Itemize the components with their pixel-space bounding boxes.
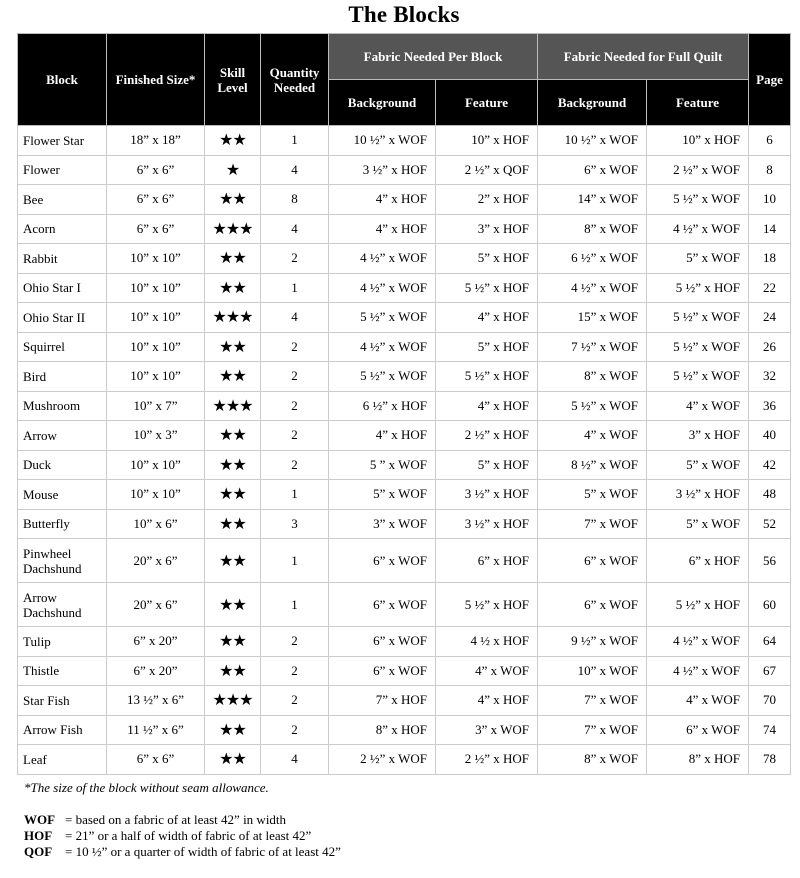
cell-quantity: 2 bbox=[261, 391, 329, 421]
cell-skill-level: ★ bbox=[205, 155, 261, 185]
table-row bbox=[18, 509, 791, 539]
cell-skill-level: ★★ bbox=[205, 745, 261, 775]
cell-page: 6 bbox=[749, 126, 791, 156]
cell-finished-size: 6” x 20” bbox=[107, 656, 205, 686]
cell-quantity: 1 bbox=[261, 273, 329, 303]
cell-block: Pinwheel Dachshund bbox=[18, 539, 107, 583]
cell-per-block-background: 4 ½” x WOF bbox=[329, 244, 436, 274]
cell-full-quilt-background: 9 ½” x WOF bbox=[538, 627, 647, 657]
cell-per-block-feature: 5 ½” x HOF bbox=[436, 273, 538, 303]
header-skill-level: Skill Level bbox=[205, 34, 261, 126]
header-full-quilt-feature: Feature bbox=[647, 80, 749, 126]
table-row bbox=[18, 421, 791, 451]
cell-block: Mouse bbox=[18, 480, 107, 510]
cell-quantity: 2 bbox=[261, 450, 329, 480]
cell-per-block-background: 7” x HOF bbox=[329, 686, 436, 716]
cell-block: Butterfly bbox=[18, 509, 107, 539]
table-row bbox=[18, 450, 791, 480]
cell-full-quilt-feature: 5” x WOF bbox=[647, 509, 749, 539]
header-block: Block bbox=[18, 34, 107, 126]
cell-quantity: 4 bbox=[261, 214, 329, 244]
cell-block: Ohio Star I bbox=[18, 273, 107, 303]
cell-full-quilt-feature: 6” x WOF bbox=[647, 715, 749, 745]
cell-per-block-feature: 6” x HOF bbox=[436, 539, 538, 583]
cell-finished-size: 20” x 6” bbox=[107, 583, 205, 627]
cell-full-quilt-background: 7” x WOF bbox=[538, 715, 647, 745]
cell-per-block-background: 4 ½” x WOF bbox=[329, 332, 436, 362]
cell-per-block-background: 8” x HOF bbox=[329, 715, 436, 745]
table-row bbox=[18, 745, 791, 775]
table-row bbox=[18, 303, 791, 333]
cell-full-quilt-feature: 4” x WOF bbox=[647, 391, 749, 421]
table-row bbox=[18, 273, 791, 303]
cell-quantity: 2 bbox=[261, 421, 329, 451]
legend-row bbox=[24, 812, 341, 828]
cell-skill-level: ★★ bbox=[205, 539, 261, 583]
cell-finished-size: 13 ½” x 6” bbox=[107, 686, 205, 716]
cell-page: 78 bbox=[749, 745, 791, 775]
cell-skill-level: ★★ bbox=[205, 480, 261, 510]
cell-per-block-feature: 3 ½” x HOF bbox=[436, 509, 538, 539]
cell-block: Arrow bbox=[18, 421, 107, 451]
cell-per-block-background: 5 ½” x WOF bbox=[329, 362, 436, 392]
cell-full-quilt-background: 6” x WOF bbox=[538, 539, 647, 583]
cell-page: 32 bbox=[749, 362, 791, 392]
cell-page: 8 bbox=[749, 155, 791, 185]
cell-page: 52 bbox=[749, 509, 791, 539]
cell-full-quilt-background: 8” x WOF bbox=[538, 214, 647, 244]
table-row bbox=[18, 656, 791, 686]
cell-quantity: 1 bbox=[261, 583, 329, 627]
cell-skill-level: ★★ bbox=[205, 244, 261, 274]
table-row bbox=[18, 126, 791, 156]
header-per-block-background: Background bbox=[329, 80, 436, 126]
table-row bbox=[18, 214, 791, 244]
cell-full-quilt-feature: 10” x HOF bbox=[647, 126, 749, 156]
abbreviation-legend bbox=[24, 812, 341, 860]
table-row bbox=[18, 185, 791, 215]
cell-skill-level: ★★ bbox=[205, 627, 261, 657]
legend-text: = 21” or a half of width of fabric of at least 42” bbox=[65, 828, 312, 843]
cell-finished-size: 18” x 18” bbox=[107, 126, 205, 156]
cell-quantity: 2 bbox=[261, 332, 329, 362]
cell-quantity: 2 bbox=[261, 244, 329, 274]
cell-block: Flower bbox=[18, 155, 107, 185]
cell-block: Ohio Star II bbox=[18, 303, 107, 333]
cell-full-quilt-feature: 5” x WOF bbox=[647, 450, 749, 480]
cell-full-quilt-feature: 5 ½” x WOF bbox=[647, 362, 749, 392]
cell-per-block-feature: 3” x WOF bbox=[436, 715, 538, 745]
cell-finished-size: 11 ½” x 6” bbox=[107, 715, 205, 745]
cell-skill-level: ★★ bbox=[205, 362, 261, 392]
legend-abbr: HOF bbox=[24, 828, 53, 843]
cell-block: Flower Star bbox=[18, 126, 107, 156]
footnote: *The size of the block without seam allowance. bbox=[24, 780, 269, 795]
cell-block: Squirrel bbox=[18, 332, 107, 362]
cell-per-block-background: 4” x HOF bbox=[329, 421, 436, 451]
table-row bbox=[18, 391, 791, 421]
cell-full-quilt-feature: 5 ½” x HOF bbox=[647, 273, 749, 303]
cell-per-block-background: 6” x WOF bbox=[329, 539, 436, 583]
cell-finished-size: 10” x 10” bbox=[107, 273, 205, 303]
cell-page: 10 bbox=[749, 185, 791, 215]
legend-text: = based on a fabric of at least 42” in width bbox=[65, 812, 287, 827]
cell-per-block-background: 5 ½” x WOF bbox=[329, 303, 436, 333]
cell-page: 18 bbox=[749, 244, 791, 274]
table-row bbox=[18, 332, 791, 362]
cell-full-quilt-background: 8” x WOF bbox=[538, 362, 647, 392]
cell-block: Leaf bbox=[18, 745, 107, 775]
cell-finished-size: 10” x 10” bbox=[107, 362, 205, 392]
cell-per-block-feature: 5 ½” x HOF bbox=[436, 362, 538, 392]
cell-per-block-background: 10 ½” x WOF bbox=[329, 126, 436, 156]
cell-block: Rabbit bbox=[18, 244, 107, 274]
cell-per-block-background: 6” x WOF bbox=[329, 583, 436, 627]
cell-quantity: 4 bbox=[261, 155, 329, 185]
legend-text: = 10 ½” or a quarter of width of fabric of at least 42” bbox=[65, 844, 341, 859]
cell-finished-size: 10” x 3” bbox=[107, 421, 205, 451]
cell-page: 14 bbox=[749, 214, 791, 244]
cell-page: 56 bbox=[749, 539, 791, 583]
cell-per-block-background: 4 ½” x WOF bbox=[329, 273, 436, 303]
cell-full-quilt-feature: 4 ½” x WOF bbox=[647, 214, 749, 244]
cell-per-block-background: 4” x HOF bbox=[329, 185, 436, 215]
table-row bbox=[18, 539, 791, 583]
table-row bbox=[18, 627, 791, 657]
legend-row bbox=[24, 844, 341, 860]
cell-per-block-feature: 2” x HOF bbox=[436, 185, 538, 215]
cell-full-quilt-feature: 2 ½” x WOF bbox=[647, 155, 749, 185]
cell-finished-size: 10” x 10” bbox=[107, 450, 205, 480]
cell-full-quilt-feature: 4” x WOF bbox=[647, 686, 749, 716]
cell-skill-level: ★★ bbox=[205, 421, 261, 451]
cell-full-quilt-background: 4 ½” x WOF bbox=[538, 273, 647, 303]
cell-skill-level: ★★★ bbox=[205, 303, 261, 333]
cell-page: 36 bbox=[749, 391, 791, 421]
table-body bbox=[18, 126, 791, 775]
cell-per-block-feature: 4” x HOF bbox=[436, 391, 538, 421]
cell-quantity: 4 bbox=[261, 303, 329, 333]
table-row bbox=[18, 686, 791, 716]
cell-block: Acorn bbox=[18, 214, 107, 244]
cell-per-block-feature: 2 ½” x HOF bbox=[436, 745, 538, 775]
cell-full-quilt-feature: 3 ½” x HOF bbox=[647, 480, 749, 510]
cell-full-quilt-feature: 4 ½” x WOF bbox=[647, 627, 749, 657]
cell-per-block-background: 3” x WOF bbox=[329, 509, 436, 539]
cell-full-quilt-background: 6” x WOF bbox=[538, 583, 647, 627]
cell-skill-level: ★★★ bbox=[205, 214, 261, 244]
cell-quantity: 2 bbox=[261, 627, 329, 657]
cell-full-quilt-feature: 5 ½” x WOF bbox=[647, 185, 749, 215]
cell-finished-size: 6” x 20” bbox=[107, 627, 205, 657]
cell-page: 26 bbox=[749, 332, 791, 362]
cell-full-quilt-feature: 5” x WOF bbox=[647, 244, 749, 274]
cell-finished-size: 6” x 6” bbox=[107, 185, 205, 215]
cell-finished-size: 10” x 10” bbox=[107, 332, 205, 362]
header-quantity: Quantity Needed bbox=[261, 34, 329, 126]
cell-per-block-feature: 10” x HOF bbox=[436, 126, 538, 156]
cell-per-block-feature: 4” x HOF bbox=[436, 303, 538, 333]
cell-block: Star Fish bbox=[18, 686, 107, 716]
cell-per-block-feature: 2 ½” x HOF bbox=[436, 421, 538, 451]
cell-skill-level: ★★ bbox=[205, 332, 261, 362]
cell-block: Thistle bbox=[18, 656, 107, 686]
cell-quantity: 3 bbox=[261, 509, 329, 539]
cell-quantity: 1 bbox=[261, 480, 329, 510]
cell-full-quilt-background: 4” x WOF bbox=[538, 421, 647, 451]
cell-full-quilt-background: 8” x WOF bbox=[538, 745, 647, 775]
cell-full-quilt-background: 5” x WOF bbox=[538, 480, 647, 510]
legend-abbr: QOF bbox=[24, 844, 53, 859]
cell-finished-size: 6” x 6” bbox=[107, 155, 205, 185]
cell-skill-level: ★★ bbox=[205, 509, 261, 539]
cell-full-quilt-background: 8 ½” x WOF bbox=[538, 450, 647, 480]
page-title: The Blocks bbox=[348, 2, 460, 27]
cell-per-block-background: 6 ½” x HOF bbox=[329, 391, 436, 421]
cell-per-block-feature: 5 ½” x HOF bbox=[436, 583, 538, 627]
cell-skill-level: ★★★ bbox=[205, 686, 261, 716]
cell-full-quilt-background: 6 ½” x WOF bbox=[538, 244, 647, 274]
cell-per-block-background: 6” x WOF bbox=[329, 627, 436, 657]
legend-abbr: WOF bbox=[24, 812, 56, 827]
cell-block: Mushroom bbox=[18, 391, 107, 421]
cell-per-block-background: 6” x WOF bbox=[329, 656, 436, 686]
cell-page: 40 bbox=[749, 421, 791, 451]
cell-full-quilt-background: 6” x WOF bbox=[538, 155, 647, 185]
header-full-quilt-background: Background bbox=[538, 80, 647, 126]
cell-page: 42 bbox=[749, 450, 791, 480]
cell-finished-size: 10” x 10” bbox=[107, 244, 205, 274]
cell-per-block-background: 5 ” x WOF bbox=[329, 450, 436, 480]
cell-page: 64 bbox=[749, 627, 791, 657]
cell-full-quilt-background: 5 ½” x WOF bbox=[538, 391, 647, 421]
cell-per-block-feature: 5” x HOF bbox=[436, 332, 538, 362]
cell-full-quilt-feature: 6” x HOF bbox=[647, 539, 749, 583]
cell-per-block-feature: 3” x HOF bbox=[436, 214, 538, 244]
table-row bbox=[18, 480, 791, 510]
cell-full-quilt-background: 10” x WOF bbox=[538, 656, 647, 686]
cell-per-block-feature: 2 ½” x QOF bbox=[436, 155, 538, 185]
cell-quantity: 2 bbox=[261, 715, 329, 745]
cell-finished-size: 6” x 6” bbox=[107, 214, 205, 244]
cell-skill-level: ★★ bbox=[205, 583, 261, 627]
cell-full-quilt-feature: 5 ½” x WOF bbox=[647, 303, 749, 333]
cell-per-block-background: 2 ½” x WOF bbox=[329, 745, 436, 775]
cell-skill-level: ★★ bbox=[205, 450, 261, 480]
cell-quantity: 1 bbox=[261, 126, 329, 156]
cell-per-block-feature: 5” x HOF bbox=[436, 450, 538, 480]
cell-page: 24 bbox=[749, 303, 791, 333]
cell-page: 70 bbox=[749, 686, 791, 716]
cell-full-quilt-feature: 5 ½” x HOF bbox=[647, 583, 749, 627]
cell-skill-level: ★★ bbox=[205, 185, 261, 215]
cell-full-quilt-feature: 5 ½” x WOF bbox=[647, 332, 749, 362]
cell-full-quilt-background: 10 ½” x WOF bbox=[538, 126, 647, 156]
cell-full-quilt-background: 15” x WOF bbox=[538, 303, 647, 333]
cell-full-quilt-background: 7” x WOF bbox=[538, 509, 647, 539]
cell-finished-size: 10” x 10” bbox=[107, 480, 205, 510]
cell-block: Tulip bbox=[18, 627, 107, 657]
blocks-table bbox=[17, 33, 791, 775]
cell-per-block-background: 4” x HOF bbox=[329, 214, 436, 244]
cell-skill-level: ★★ bbox=[205, 715, 261, 745]
cell-skill-level: ★★★ bbox=[205, 391, 261, 421]
cell-quantity: 1 bbox=[261, 539, 329, 583]
cell-per-block-background: 3 ½” x HOF bbox=[329, 155, 436, 185]
cell-block: Arrow Fish bbox=[18, 715, 107, 745]
cell-quantity: 4 bbox=[261, 745, 329, 775]
header-per-block: Fabric Needed Per Block bbox=[329, 34, 538, 80]
cell-quantity: 2 bbox=[261, 656, 329, 686]
cell-page: 67 bbox=[749, 656, 791, 686]
cell-finished-size: 10” x 6” bbox=[107, 509, 205, 539]
cell-block: Bee bbox=[18, 185, 107, 215]
cell-page: 48 bbox=[749, 480, 791, 510]
cell-per-block-feature: 4” x WOF bbox=[436, 656, 538, 686]
cell-finished-size: 20” x 6” bbox=[107, 539, 205, 583]
cell-block: Duck bbox=[18, 450, 107, 480]
cell-per-block-feature: 5” x HOF bbox=[436, 244, 538, 274]
cell-page: 74 bbox=[749, 715, 791, 745]
cell-page: 22 bbox=[749, 273, 791, 303]
cell-full-quilt-feature: 3” x HOF bbox=[647, 421, 749, 451]
header-page: Page bbox=[749, 34, 791, 126]
cell-block: Bird bbox=[18, 362, 107, 392]
cell-quantity: 2 bbox=[261, 362, 329, 392]
cell-per-block-feature: 3 ½” x HOF bbox=[436, 480, 538, 510]
table-row bbox=[18, 583, 791, 627]
cell-quantity: 2 bbox=[261, 686, 329, 716]
cell-full-quilt-background: 7” x WOF bbox=[538, 686, 647, 716]
cell-per-block-feature: 4 ½ x HOF bbox=[436, 627, 538, 657]
table-row bbox=[18, 155, 791, 185]
table-row bbox=[18, 362, 791, 392]
cell-skill-level: ★★ bbox=[205, 656, 261, 686]
cell-full-quilt-feature: 8” x HOF bbox=[647, 745, 749, 775]
cell-block: Arrow Dachshund bbox=[18, 583, 107, 627]
cell-skill-level: ★★ bbox=[205, 273, 261, 303]
cell-finished-size: 10” x 7” bbox=[107, 391, 205, 421]
cell-finished-size: 10” x 10” bbox=[107, 303, 205, 333]
table-row bbox=[18, 244, 791, 274]
header-full-quilt: Fabric Needed for Full Quilt bbox=[538, 34, 749, 80]
cell-per-block-feature: 4” x HOF bbox=[436, 686, 538, 716]
cell-page: 60 bbox=[749, 583, 791, 627]
cell-full-quilt-background: 14” x WOF bbox=[538, 185, 647, 215]
cell-full-quilt-background: 7 ½” x WOF bbox=[538, 332, 647, 362]
cell-finished-size: 6” x 6” bbox=[107, 745, 205, 775]
header-per-block-feature: Feature bbox=[436, 80, 538, 126]
cell-skill-level: ★★ bbox=[205, 126, 261, 156]
legend-row bbox=[24, 828, 341, 844]
cell-full-quilt-feature: 4 ½” x WOF bbox=[647, 656, 749, 686]
cell-quantity: 8 bbox=[261, 185, 329, 215]
cell-per-block-background: 5” x WOF bbox=[329, 480, 436, 510]
header-finished-size: Finished Size* bbox=[107, 34, 205, 126]
table-row bbox=[18, 715, 791, 745]
